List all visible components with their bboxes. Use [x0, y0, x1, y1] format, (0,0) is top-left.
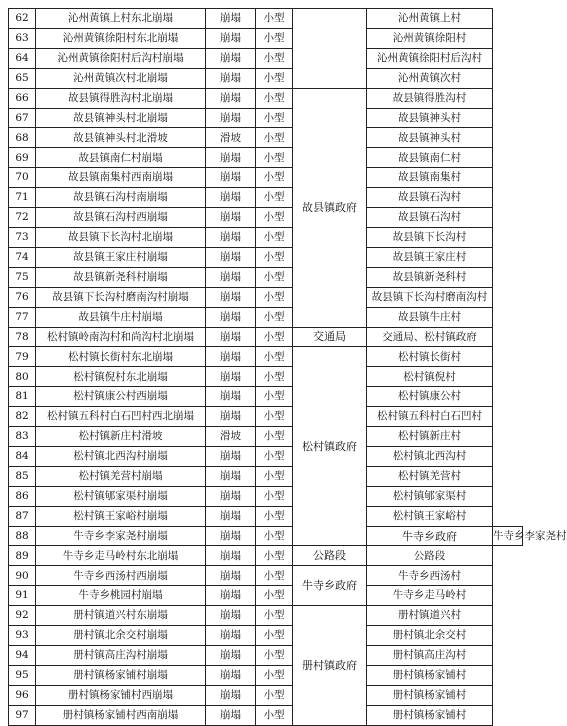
hazard-scale-cell: 小型	[256, 407, 293, 427]
hazard-type-cell: 崩塌	[206, 387, 256, 407]
table-row	[9, 108, 523, 128]
hazard-name-cell: 松村镇王家峪村崩塌	[36, 506, 206, 526]
hazard-scale-cell: 小型	[256, 626, 293, 646]
row-number-cell: 74	[9, 247, 36, 267]
hazard-name-cell: 册村镇高庄沟村崩塌	[36, 646, 206, 666]
hazard-name-cell: 故县镇石沟村南崩塌	[36, 188, 206, 208]
responsible-unit-cell: 沁州黄镇次村	[367, 68, 493, 88]
hazard-scale-cell: 小型	[256, 307, 293, 327]
table-row	[9, 287, 523, 307]
row-number-cell: 92	[9, 606, 36, 626]
hazard-name-cell: 故县镇下长沟村磨南沟村崩塌	[36, 287, 206, 307]
table-row	[9, 68, 523, 88]
hazard-scale-cell: 小型	[256, 586, 293, 606]
hazard-type-cell: 崩塌	[206, 506, 256, 526]
row-number-cell: 86	[9, 486, 36, 506]
responsible-unit-cell: 故县镇得胜沟村	[367, 88, 493, 108]
responsible-unit-cell: 沁州黄镇徐阳村后沟村	[367, 48, 493, 68]
responsible-unit-cell: 册村镇杨家铺村	[367, 665, 493, 685]
row-number-cell: 89	[9, 546, 36, 566]
row-number-cell: 83	[9, 427, 36, 447]
hazard-name-cell: 故县镇得胜沟村北崩塌	[36, 88, 206, 108]
responsible-unit-cell: 册村镇杨家铺村	[367, 685, 493, 705]
row-number-cell: 97	[9, 705, 36, 725]
hazard-name-cell: 松村镇羌营村崩塌	[36, 466, 206, 486]
row-number-cell: 91	[9, 586, 36, 606]
hazard-name-cell: 故县镇神头村北滑坡	[36, 128, 206, 148]
hazard-type-cell: 崩塌	[206, 327, 256, 347]
responsible-unit-cell: 公路段	[367, 546, 493, 566]
hazard-scale-cell: 小型	[256, 287, 293, 307]
hazard-type-cell: 崩塌	[206, 586, 256, 606]
hazard-name-cell: 松村镇北西沟村崩塌	[36, 446, 206, 466]
hazard-type-cell: 崩塌	[206, 307, 256, 327]
hazard-name-cell: 沁州黄镇徐阳村东北崩塌	[36, 28, 206, 48]
hazard-scale-cell: 小型	[256, 446, 293, 466]
hazard-type-cell: 崩塌	[206, 68, 256, 88]
hazard-table	[8, 8, 567, 726]
hazard-name-cell: 册村镇杨家铺村崩塌	[36, 665, 206, 685]
hazard-name-cell: 故县镇王家庄村崩塌	[36, 247, 206, 267]
row-number-cell: 85	[9, 466, 36, 486]
hazard-scale-cell: 小型	[256, 347, 293, 367]
hazard-type-cell: 崩塌	[206, 466, 256, 486]
hazard-type-cell: 崩塌	[206, 526, 256, 546]
responsible-unit-cell: 松村镇郇家渠村	[367, 486, 493, 506]
row-number-cell: 82	[9, 407, 36, 427]
hazard-name-cell: 牛寺乡桃园村崩塌	[36, 586, 206, 606]
row-number-cell: 84	[9, 446, 36, 466]
responsible-department-cell	[293, 9, 367, 89]
responsible-unit-cell: 交通局、松村镇政府	[367, 327, 493, 347]
table-row	[9, 327, 523, 347]
hazard-name-cell: 故县镇南仁村崩塌	[36, 148, 206, 168]
responsible-department-cell: 牛寺乡政府	[367, 526, 493, 546]
table-row	[9, 88, 523, 108]
hazard-type-cell: 崩塌	[206, 88, 256, 108]
row-number-cell: 80	[9, 367, 36, 387]
responsible-department-cell: 公路段	[293, 546, 367, 566]
row-number-cell: 70	[9, 168, 36, 188]
table-row	[9, 506, 523, 526]
responsible-unit-cell: 故县镇王家庄村	[367, 247, 493, 267]
row-number-cell: 64	[9, 48, 36, 68]
responsible-department-cell: 交通局	[293, 327, 367, 347]
hazard-name-cell: 故县镇南集村西南崩塌	[36, 168, 206, 188]
hazard-type-cell: 崩塌	[206, 566, 256, 586]
hazard-name-cell: 册村镇杨家铺村西崩塌	[36, 685, 206, 705]
hazard-scale-cell: 小型	[256, 606, 293, 626]
hazard-type-cell: 崩塌	[206, 347, 256, 367]
responsible-unit-cell: 册村镇北余交村	[367, 626, 493, 646]
hazard-type-cell: 崩塌	[206, 665, 256, 685]
responsible-unit-cell: 松村镇北西沟村	[367, 446, 493, 466]
hazard-scale-cell: 小型	[256, 247, 293, 267]
responsible-unit-cell: 松村镇羌营村	[367, 466, 493, 486]
hazard-type-cell: 崩塌	[206, 188, 256, 208]
row-number-cell: 72	[9, 208, 36, 228]
hazard-scale-cell: 小型	[256, 387, 293, 407]
hazard-scale-cell: 小型	[256, 526, 293, 546]
table-row	[9, 168, 523, 188]
hazard-scale-cell: 小型	[256, 48, 293, 68]
table-row	[9, 665, 523, 685]
hazard-scale-cell: 小型	[256, 88, 293, 108]
table-row	[9, 646, 523, 666]
table-row	[9, 387, 523, 407]
hazard-type-cell: 崩塌	[206, 9, 256, 29]
responsible-unit-cell: 牛寺乡李家尧村	[493, 526, 523, 546]
hazard-name-cell: 册村镇北余交村崩塌	[36, 626, 206, 646]
table-row	[9, 705, 523, 725]
hazard-name-cell: 牛寺乡走马岭村东北崩塌	[36, 546, 206, 566]
hazard-scale-cell: 小型	[256, 28, 293, 48]
hazard-scale-cell: 小型	[256, 427, 293, 447]
hazard-name-cell: 松村镇五科村白石凹村西北崩塌	[36, 407, 206, 427]
table-row	[9, 526, 523, 546]
row-number-cell: 90	[9, 566, 36, 586]
row-number-cell: 93	[9, 626, 36, 646]
responsible-unit-cell: 牛寺乡走马岭村	[367, 586, 493, 606]
hazard-scale-cell: 小型	[256, 685, 293, 705]
table-row	[9, 566, 523, 586]
hazard-type-cell: 崩塌	[206, 168, 256, 188]
table-row	[9, 685, 523, 705]
responsible-unit-cell: 沁州黄镇上村	[367, 9, 493, 29]
table-row	[9, 307, 523, 327]
hazard-scale-cell: 小型	[256, 148, 293, 168]
row-number-cell: 78	[9, 327, 36, 347]
hazard-type-cell: 崩塌	[206, 48, 256, 68]
responsible-unit-cell: 故县镇下长沟村	[367, 227, 493, 247]
hazard-type-cell: 崩塌	[206, 108, 256, 128]
responsible-unit-cell: 册村镇道兴村	[367, 606, 493, 626]
hazard-scale-cell: 小型	[256, 486, 293, 506]
hazard-scale-cell: 小型	[256, 466, 293, 486]
hazard-name-cell: 松村镇康公村西崩塌	[36, 387, 206, 407]
hazard-name-cell: 牛寺乡李家尧村崩塌	[36, 526, 206, 546]
hazard-name-cell: 故县镇新尧科村崩塌	[36, 267, 206, 287]
hazard-scale-cell: 小型	[256, 327, 293, 347]
row-number-cell: 79	[9, 347, 36, 367]
hazard-name-cell: 松村镇长街村东北崩塌	[36, 347, 206, 367]
responsible-unit-cell: 松村镇新庄村	[367, 427, 493, 447]
hazard-scale-cell: 小型	[256, 646, 293, 666]
hazard-name-cell: 沁州黄镇次村北崩塌	[36, 68, 206, 88]
responsible-unit-cell: 牛寺乡西汤村	[367, 566, 493, 586]
responsible-unit-cell: 松村镇王家峪村	[367, 506, 493, 526]
hazard-type-cell: 崩塌	[206, 407, 256, 427]
hazard-name-cell: 松村镇新庄村滑坡	[36, 427, 206, 447]
hazard-scale-cell: 小型	[256, 566, 293, 586]
hazard-scale-cell: 小型	[256, 208, 293, 228]
responsible-unit-cell: 故县镇石沟村	[367, 188, 493, 208]
hazard-type-cell: 崩塌	[206, 28, 256, 48]
hazard-name-cell: 松村镇岭南沟村和尚沟村北崩塌	[36, 327, 206, 347]
table-row	[9, 367, 523, 387]
table-row	[9, 586, 523, 606]
table-row	[9, 188, 523, 208]
responsible-unit-cell: 故县镇神头村	[367, 108, 493, 128]
table-row	[9, 626, 523, 646]
hazard-scale-cell: 小型	[256, 267, 293, 287]
responsible-department-cell: 松村镇政府	[293, 347, 367, 546]
hazard-type-cell: 崩塌	[206, 227, 256, 247]
row-number-cell: 76	[9, 287, 36, 307]
hazard-type-cell: 崩塌	[206, 267, 256, 287]
hazard-scale-cell: 小型	[256, 9, 293, 29]
hazard-scale-cell: 小型	[256, 546, 293, 566]
table-row	[9, 546, 523, 566]
hazard-type-cell: 崩塌	[206, 626, 256, 646]
responsible-unit-cell: 松村镇五科村白石凹村	[367, 407, 493, 427]
table-row	[9, 466, 523, 486]
hazard-scale-cell: 小型	[256, 367, 293, 387]
hazard-type-cell: 崩塌	[206, 486, 256, 506]
hazard-scale-cell: 小型	[256, 665, 293, 685]
hazard-name-cell: 故县镇石沟村西崩塌	[36, 208, 206, 228]
row-number-cell: 75	[9, 267, 36, 287]
row-number-cell: 68	[9, 128, 36, 148]
table-row	[9, 486, 523, 506]
responsible-unit-cell: 故县镇神头村	[367, 128, 493, 148]
table-row	[9, 407, 523, 427]
hazard-name-cell: 册村镇杨家铺村西南崩塌	[36, 705, 206, 725]
hazard-scale-cell: 小型	[256, 188, 293, 208]
hazard-type-cell: 崩塌	[206, 247, 256, 267]
row-number-cell: 73	[9, 227, 36, 247]
hazard-type-cell: 滑坡	[206, 128, 256, 148]
table-row	[9, 247, 523, 267]
responsible-unit-cell: 沁州黄镇徐阳村	[367, 28, 493, 48]
table-row	[9, 28, 523, 48]
hazard-type-cell: 崩塌	[206, 446, 256, 466]
table-row	[9, 606, 523, 626]
hazard-name-cell: 故县镇牛庄村崩塌	[36, 307, 206, 327]
row-number-cell: 63	[9, 28, 36, 48]
hazard-type-cell: 崩塌	[206, 148, 256, 168]
responsible-department-cell: 故县镇政府	[293, 88, 367, 327]
table-row	[9, 208, 523, 228]
row-number-cell: 71	[9, 188, 36, 208]
row-number-cell: 96	[9, 685, 36, 705]
responsible-unit-cell: 故县镇南仁村	[367, 148, 493, 168]
hazard-type-cell: 崩塌	[206, 685, 256, 705]
table-row	[9, 128, 523, 148]
hazard-scale-cell: 小型	[256, 108, 293, 128]
row-number-cell: 94	[9, 646, 36, 666]
row-number-cell: 69	[9, 148, 36, 168]
table-row	[9, 148, 523, 168]
hazard-name-cell: 松村镇郇家渠村崩塌	[36, 486, 206, 506]
hazard-name-cell: 沁州黄镇徐阳村后沟村崩塌	[36, 48, 206, 68]
hazard-type-cell: 崩塌	[206, 606, 256, 626]
hazard-name-cell: 故县镇神头村北崩塌	[36, 108, 206, 128]
row-number-cell: 95	[9, 665, 36, 685]
responsible-unit-cell: 册村镇高庄沟村	[367, 646, 493, 666]
responsible-unit-cell: 故县镇牛庄村	[367, 307, 493, 327]
table-row	[9, 267, 523, 287]
table-row	[9, 427, 523, 447]
row-number-cell: 87	[9, 506, 36, 526]
row-number-cell: 81	[9, 387, 36, 407]
hazard-scale-cell: 小型	[256, 128, 293, 148]
hazard-name-cell: 册村镇道兴村东崩塌	[36, 606, 206, 626]
responsible-unit-cell: 松村镇长街村	[367, 347, 493, 367]
responsible-unit-cell: 故县镇南集村	[367, 168, 493, 188]
hazard-scale-cell: 小型	[256, 68, 293, 88]
row-number-cell: 67	[9, 108, 36, 128]
responsible-department-cell: 牛寺乡政府	[293, 566, 367, 606]
hazard-scale-cell: 小型	[256, 168, 293, 188]
row-number-cell: 62	[9, 9, 36, 29]
table-row	[9, 48, 523, 68]
responsible-unit-cell: 故县镇新尧科村	[367, 267, 493, 287]
hazard-scale-cell: 小型	[256, 227, 293, 247]
hazard-scale-cell: 小型	[256, 506, 293, 526]
responsible-unit-cell: 册村镇杨家铺村	[367, 705, 493, 725]
hazard-name-cell: 松村镇倪村东北崩塌	[36, 367, 206, 387]
row-number-cell: 77	[9, 307, 36, 327]
hazard-type-cell: 崩塌	[206, 287, 256, 307]
hazard-name-cell: 牛寺乡西汤村西崩塌	[36, 566, 206, 586]
row-number-cell: 65	[9, 68, 36, 88]
hazard-type-cell: 崩塌	[206, 546, 256, 566]
row-number-cell: 66	[9, 88, 36, 108]
hazard-type-cell: 崩塌	[206, 208, 256, 228]
hazard-table-body	[9, 9, 567, 726]
hazard-type-cell: 滑坡	[206, 427, 256, 447]
table-row	[9, 9, 523, 29]
hazard-type-cell: 崩塌	[206, 367, 256, 387]
responsible-unit-cell: 松村镇康公村	[367, 387, 493, 407]
responsible-unit-cell: 故县镇石沟村	[367, 208, 493, 228]
table-row	[9, 227, 523, 247]
responsible-department-cell: 册村镇政府	[293, 606, 367, 725]
responsible-unit-cell: 松村镇倪村	[367, 367, 493, 387]
table-row	[9, 347, 523, 367]
hazard-type-cell: 崩塌	[206, 646, 256, 666]
hazard-type-cell: 崩塌	[206, 705, 256, 725]
table-row	[9, 446, 523, 466]
hazard-name-cell: 沁州黄镇上村东北崩塌	[36, 9, 206, 29]
row-number-cell: 88	[9, 526, 36, 546]
responsible-unit-cell: 故县镇下长沟村磨南沟村	[367, 287, 493, 307]
hazard-scale-cell: 小型	[256, 705, 293, 725]
hazard-name-cell: 故县镇下长沟村北崩塌	[36, 227, 206, 247]
